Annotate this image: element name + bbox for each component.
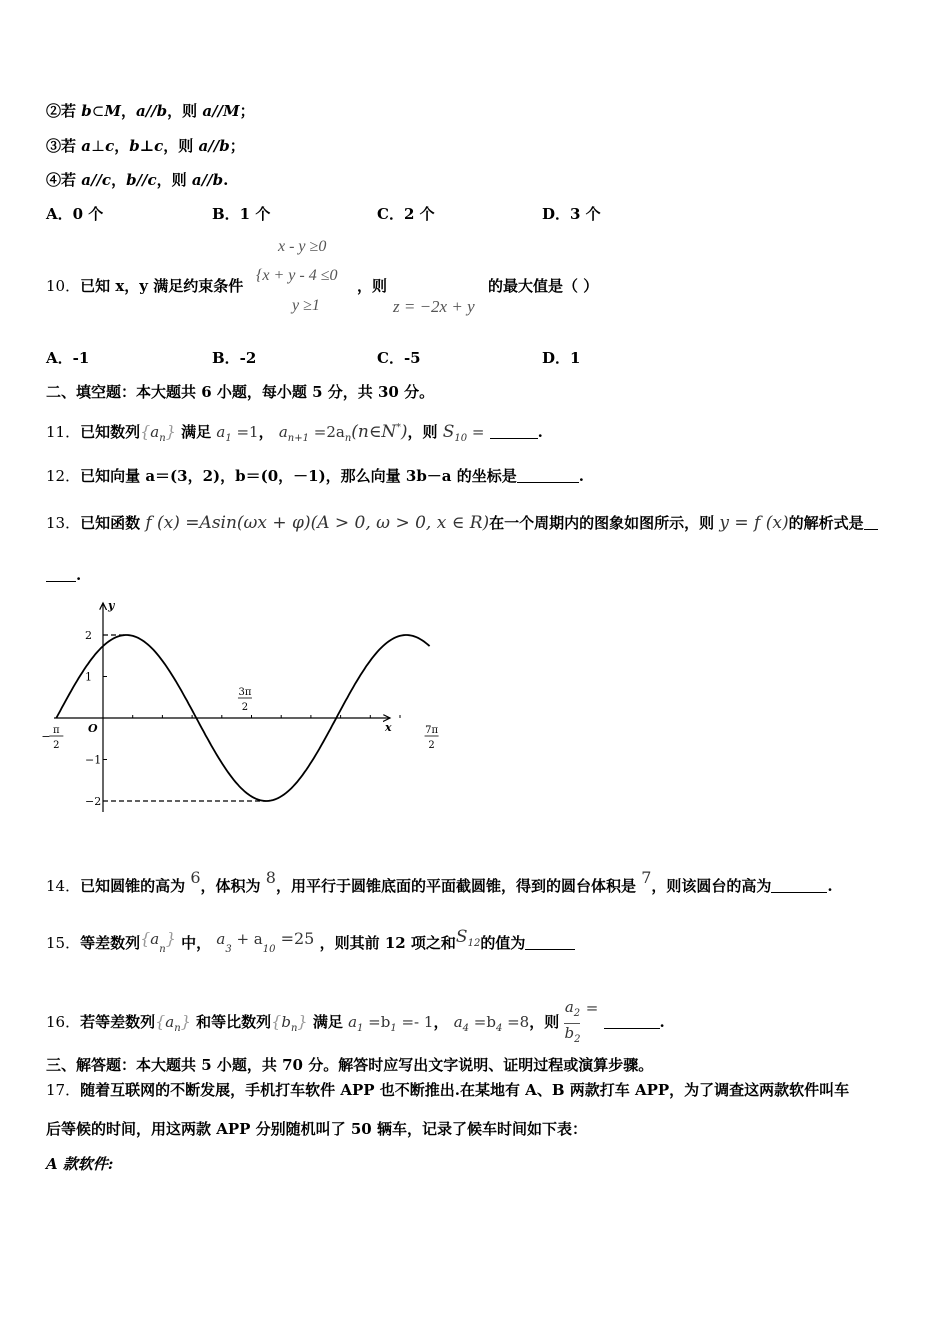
item-text: ，则: [163, 137, 199, 155]
question-number: 14．: [46, 877, 81, 895]
item-text: ，: [120, 102, 136, 120]
item-text: ；: [229, 137, 245, 155]
q16-seq-sub: n: [290, 1023, 298, 1034]
answer-blank[interactable]: [46, 567, 76, 582]
section-2-heading: 二、填空题：本大题共 6 小题，每小题 5 分，共 30 分。: [46, 383, 435, 401]
answer-blank[interactable]: [864, 515, 878, 530]
q11-math-sub: 10: [454, 433, 468, 444]
q10-constraint-3: y ≥1: [292, 297, 320, 314]
q16-math: =b: [363, 1013, 391, 1031]
item-marker: ③: [46, 137, 62, 155]
item-text: ，: [111, 171, 127, 189]
q14: [46, 866, 833, 898]
q16-frac-den: b: [564, 1023, 575, 1042]
answer-blank[interactable]: [771, 878, 827, 893]
q16-math: a: [453, 1013, 463, 1031]
q11-text: 满足: [181, 423, 212, 441]
question-number: 13．: [46, 514, 81, 532]
q9-option-d[interactable]: D．3 个: [542, 205, 601, 223]
statement-4: [46, 170, 228, 190]
q10-text-max: 的最大值是（ ）: [488, 277, 599, 295]
q11-text: ，: [258, 423, 274, 441]
q16-seq: b: [281, 1013, 291, 1031]
q14-text: .: [827, 877, 833, 895]
sine-graph: [41, 597, 439, 822]
x-tick-label-sign: −: [41, 730, 51, 743]
q11-math: ): [400, 422, 408, 442]
item-text: ，则: [156, 171, 192, 189]
item-text: ，: [114, 137, 130, 155]
q13-function: y = f (x): [719, 513, 789, 533]
q14-text: 已知圆锥的高为: [80, 877, 186, 895]
q11-math-sup: *: [396, 423, 401, 433]
q15-math: S: [455, 927, 468, 947]
q15-math: + a: [231, 930, 263, 948]
answer-blank[interactable]: [604, 1014, 660, 1029]
q14-text: ，用平行于圆锥底面的平面截圆锥，得到的圆台体积是: [275, 877, 636, 895]
x-tick-label-den: 2: [428, 740, 435, 751]
answer-blank[interactable]: [517, 468, 579, 483]
q17-table-label: A 款软件:: [46, 1155, 114, 1173]
q10-constraint-2: {x + y - 4 ≤0: [256, 267, 338, 284]
q17-line-1: [46, 1080, 849, 1100]
item-text: ；: [239, 102, 255, 120]
brace-close: }: [165, 929, 176, 948]
q15-text: 等差数列: [80, 934, 141, 952]
q15-text: 中，: [181, 934, 212, 952]
section-3-heading: 三、解答题：本大题共 5 小题，共 70 分。解答时应写出文字说明、证明过程或演算步骤。: [46, 1056, 654, 1074]
q13-text: 在一个周期内的图象如图所示，则: [489, 514, 715, 532]
brace-close: }: [297, 1012, 308, 1031]
q11-seq-sub: n: [159, 433, 166, 444]
q16-text: 满足: [312, 1013, 343, 1031]
item-text: 若: [61, 102, 82, 120]
brace-open: {: [140, 929, 151, 948]
q10-option-b[interactable]: B．-2: [212, 349, 257, 367]
q16-math: =- 1: [396, 1013, 434, 1031]
answer-blank[interactable]: [490, 424, 538, 439]
q16-math-sub: 1: [390, 1023, 397, 1034]
q16-seq: a: [165, 1013, 175, 1031]
q11-math: =2a: [308, 423, 345, 441]
x-tick-label-num: 3π: [238, 687, 252, 698]
y-axis-label: y: [108, 599, 115, 612]
q16-math: =8: [502, 1013, 530, 1031]
item-text: 若: [61, 137, 82, 155]
q17-text: 随着互联网的不断发展，手机打车软件 APP 也不断推出.在某地有 A、B 两款打车 APP，为了调查这两款软件叫车: [80, 1081, 850, 1099]
q12: [46, 466, 584, 486]
q15-seq-sub: n: [159, 944, 166, 955]
item-text: ，则: [167, 102, 203, 120]
x-tick-label-den: 2: [241, 702, 249, 713]
q15: [46, 924, 575, 963]
q10-option-c[interactable]: C．-5: [377, 349, 421, 367]
statement-3: [46, 136, 245, 156]
x-tick-label-num: π: [53, 725, 60, 736]
q16-math: =b: [469, 1013, 496, 1031]
q11-math: a: [278, 423, 288, 441]
x-tick-label-den: 2: [53, 740, 60, 751]
q16-math-sub: 4: [495, 1023, 503, 1034]
q15-text: ，则其前 12 项之和: [319, 934, 456, 952]
q14-text: ，体积为: [200, 877, 261, 895]
q10-text: 已知 x，y 满足约束条件: [80, 277, 244, 295]
q10-objective: z = −2x + y: [393, 297, 475, 316]
y-tick-label: 2: [85, 629, 92, 642]
q13-function: f (x) =Asin(ωx + φ)(A > 0, ω > 0, x ∈ R): [145, 513, 490, 533]
brace-close: }: [180, 1012, 191, 1031]
q15-math-sub: 12: [467, 938, 481, 949]
item-math: c: [105, 137, 115, 155]
q16-math: =: [585, 999, 599, 1017]
item-op: ⊥: [90, 137, 106, 155]
q10-option-d[interactable]: D．1: [542, 349, 581, 367]
q11-text: ，则: [407, 423, 438, 441]
q13-text: 已知函数: [80, 514, 141, 532]
q12-text: .: [578, 467, 584, 485]
item-math: a//b: [198, 137, 230, 155]
q11: [46, 416, 543, 451]
y-tick-label: −2: [85, 795, 102, 808]
q16-math: a: [348, 1013, 358, 1031]
item-marker: ④: [46, 171, 62, 189]
q11-math: =: [467, 423, 485, 441]
q16-math-sub: 2: [573, 1007, 581, 1019]
question-number: 16．: [46, 1013, 81, 1031]
q10-option-a[interactable]: A．-1: [46, 349, 90, 367]
q16-seq-sub: n: [174, 1023, 181, 1034]
item-math: a//M: [202, 102, 240, 120]
q14-text: ，则该圆台的高为: [651, 877, 772, 895]
item-math: M: [104, 102, 121, 120]
brace-close: }: [165, 422, 176, 441]
question-number: 10．: [46, 277, 81, 295]
q15-math: a: [216, 930, 226, 948]
q16-text: 和等比数列: [196, 1013, 272, 1031]
item-math: a//b: [135, 102, 168, 120]
answer-blank[interactable]: [525, 935, 575, 950]
item-math: b//c: [126, 171, 157, 189]
question-number: 11．: [46, 423, 81, 441]
q14-value: 6: [190, 868, 201, 887]
q10-text-then: ，则: [357, 277, 388, 295]
y-tick-label: 1: [85, 670, 92, 684]
q15-text: 的值为: [480, 934, 526, 952]
q16: [46, 995, 665, 1049]
q9-option-c[interactable]: C．2 个: [377, 205, 435, 223]
item-math: b: [81, 102, 92, 120]
q13-text: 的解析式是: [788, 514, 864, 532]
q10-constraint-1: x - y ≥0: [278, 238, 327, 255]
q14-value: 7: [641, 868, 652, 887]
brace-open: {: [140, 422, 151, 441]
question-number: 12．: [46, 467, 81, 485]
item-marker: ②: [46, 102, 62, 120]
q15-math-sub: 10: [262, 944, 276, 955]
x-axis-label: x: [385, 721, 392, 734]
y-tick-label: −1: [85, 753, 102, 767]
brace-open: {: [155, 1012, 166, 1031]
q13: [46, 511, 878, 535]
q13-continued: [46, 565, 81, 585]
q16-math-sub: 2: [574, 1033, 581, 1045]
q16-frac-num: a: [564, 997, 574, 1016]
question-number: 17．: [46, 1081, 81, 1099]
q11-text: .: [537, 423, 543, 441]
q17-line-2: 后等候的时间，用这两款 APP 分别随机叫了 50 辆车，记录了候车时间如下表：: [46, 1120, 587, 1138]
q13-text: .: [76, 566, 82, 584]
q15-math: =25: [275, 929, 315, 948]
q11-math: S: [442, 422, 455, 442]
item-op: ⊂: [91, 102, 105, 120]
q11-math-sub: n+1: [287, 433, 309, 444]
item-text: 若: [61, 171, 82, 189]
q16-text: .: [659, 1013, 665, 1031]
q11-text: 已知数列: [80, 423, 141, 441]
q16-text: ，则: [529, 1013, 560, 1031]
q15-seq: a: [150, 930, 160, 948]
q16-text: ，: [433, 1013, 449, 1031]
item-math: b⊥c: [129, 137, 164, 155]
item-math: a//c: [81, 171, 112, 189]
origin-label: O: [88, 722, 98, 735]
q11-math: a: [216, 423, 226, 441]
statement-2: [46, 101, 255, 121]
q11-math: (n∈N: [351, 422, 397, 442]
x-tick-label-num: 7π: [425, 725, 439, 736]
q11-math: =1: [231, 423, 259, 441]
q9-option-a[interactable]: A．0 个: [46, 205, 104, 223]
q14-value: 8: [265, 868, 276, 887]
q16-math-sub: 4: [462, 1023, 470, 1034]
q12-text: 已知向量 a＝(3，2)，b＝(0，－1)，那么向量 3b－a 的坐标是: [80, 467, 517, 485]
q11-math-sub: 1: [225, 433, 232, 444]
q16-text: 若等差数列: [80, 1013, 156, 1031]
q16-fraction: [564, 998, 580, 1049]
brace-open: {: [271, 1012, 282, 1031]
q11-math-sub: n: [344, 433, 352, 444]
q10-stem: [46, 276, 243, 296]
item-math: a//b: [191, 171, 224, 189]
q16-math-sub: 1: [357, 1023, 364, 1034]
q15-math-sub: 3: [225, 944, 232, 955]
item-text: .: [223, 171, 229, 189]
q9-option-b[interactable]: B．1 个: [212, 205, 271, 223]
item-math: a: [81, 137, 91, 155]
question-number: 15．: [46, 934, 81, 952]
q11-seq: a: [150, 423, 160, 441]
